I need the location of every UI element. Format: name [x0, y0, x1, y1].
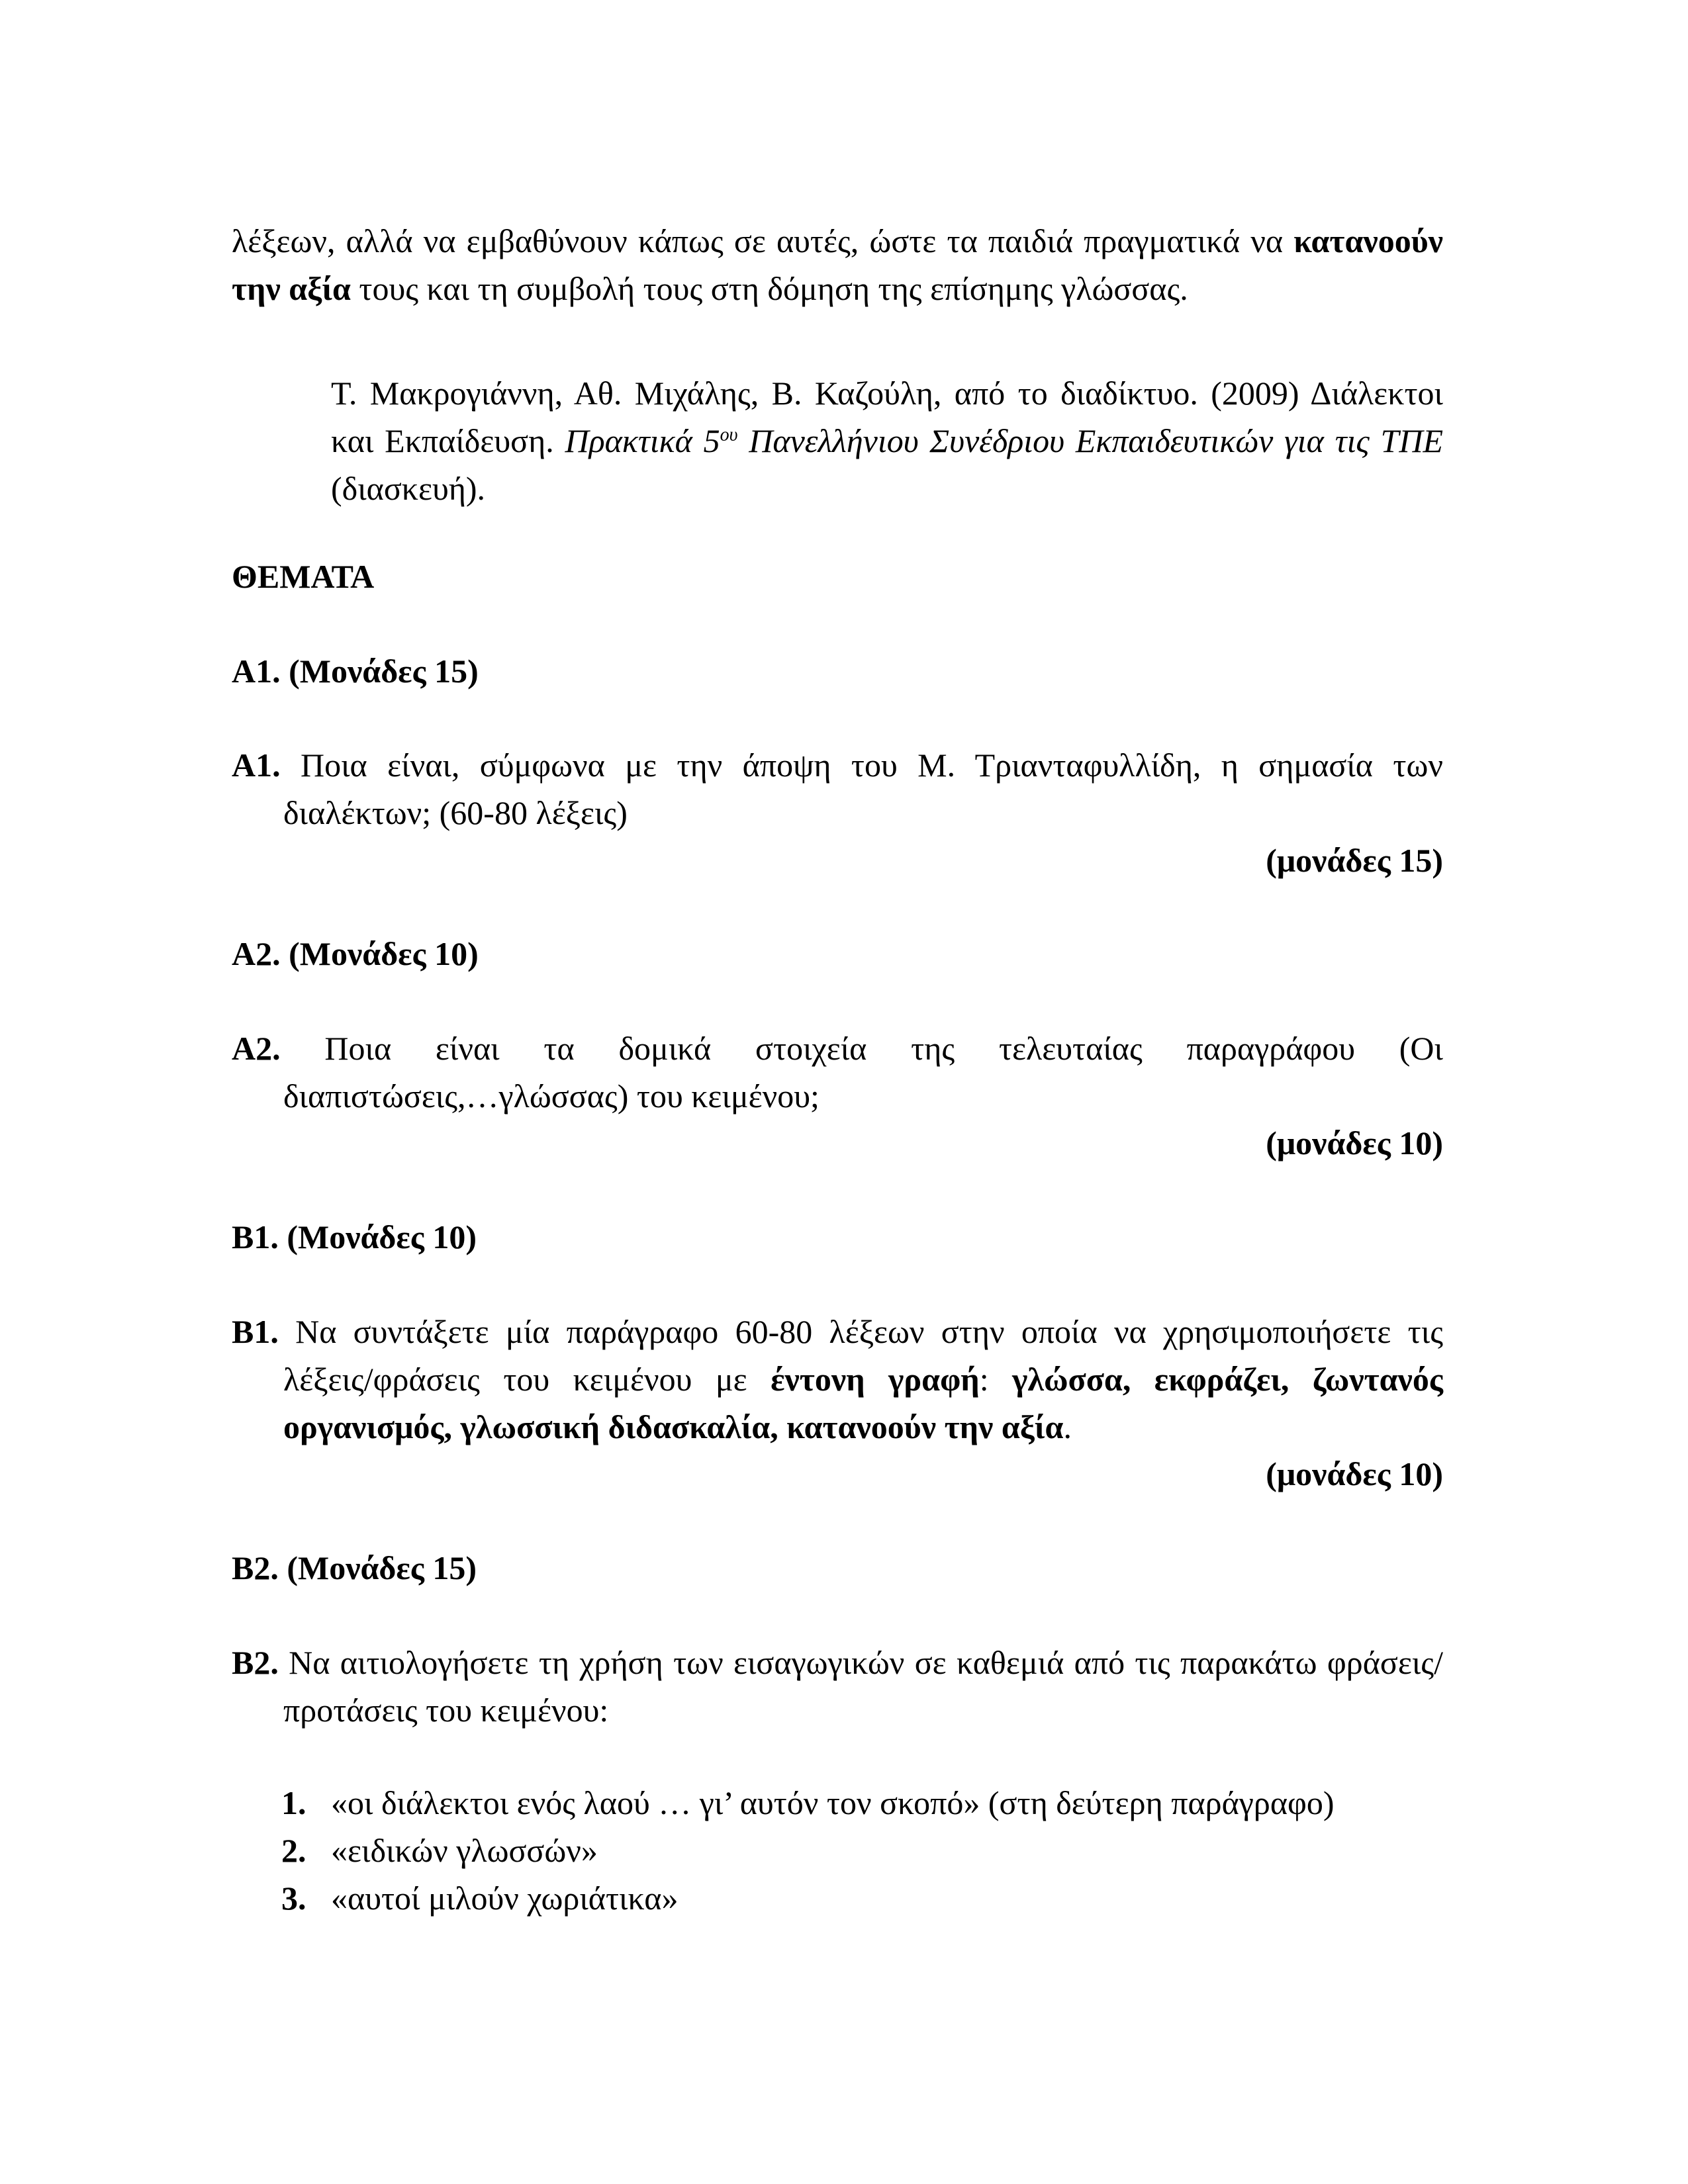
- b1-colon: :: [979, 1361, 1013, 1398]
- b1-heading: Β1. (Μονάδες 10): [232, 1218, 477, 1255]
- b1-bold-phrase: έντονη γραφή: [771, 1361, 980, 1398]
- a2-text-line-1: Ποια είναι τα δομικά στοιχεία της τελευταίας παραγράφου (Οι: [324, 1030, 1443, 1067]
- b1-marks: (μονάδες 10): [1266, 1455, 1443, 1492]
- a1-heading: Α1. (Μονάδες 15): [232, 653, 479, 690]
- citation-title-end: Πανελλήνιου Συνέδριου Εκπαιδευτικών για τις ΤΠΕ: [737, 422, 1443, 459]
- list-item: [281, 1827, 1335, 1874]
- b1-label: Β1.: [232, 1313, 279, 1350]
- b1-question: [232, 1308, 1443, 1451]
- intro-text-end: τους και τη συμβολή τους στη δόμηση της επίσημης γλώσσας.: [350, 270, 1188, 307]
- citation-superscript: ου: [720, 424, 738, 445]
- intro-bold-text: κατανοούν την αξία: [232, 222, 1443, 307]
- list-item-number: 2.: [281, 1832, 306, 1869]
- b1-bold-words: γλώσσα, εκφράζει, ζωντανός οργανισμός, γλωσσική διδασκαλία, κατανοούν την αξία: [283, 1361, 1443, 1445]
- b2-text: Να αιτιολογήσετε τη χρήση των εισαγωγικών σε καθεμιά από τις παρακάτω φράσεις/προτάσεις του κειμένου:: [283, 1644, 1443, 1729]
- b2-label: Β2.: [232, 1644, 279, 1681]
- list-item: [281, 1779, 1335, 1827]
- a2-text-line-2: διαπιστώσεις,…γλώσσας) του κειμένου;: [283, 1077, 820, 1115]
- list-item: [281, 1874, 1335, 1922]
- b2-phrase-list: [281, 1779, 1335, 1922]
- citation-authors: Τ. Μακρογιάννη, Αθ. Μιχάλης, Β. Καζούλη, από το διαδίκτυο. (2009) Διάλεκτοι και Εκπαίδευση.: [331, 375, 1443, 459]
- a2-marks: (μονάδες 10): [1266, 1124, 1443, 1161]
- document-page: [232, 0, 1443, 2184]
- a2-label: Α2.: [232, 1030, 281, 1067]
- a2-heading: Α2. (Μονάδες 10): [232, 935, 479, 972]
- list-item-text: «αυτοί μιλούν χωριάτικα»: [331, 1880, 679, 1917]
- citation-title-start: Πρακτικά 5: [565, 422, 720, 459]
- b2-question: [232, 1639, 1443, 1734]
- a1-question: [232, 741, 1443, 837]
- a1-text: Ποια είναι, σύμφωνα με την άποψη του Μ. Τριανταφυλλίδη, η σημασία των διαλέκτων; (60-80 λέξεις): [283, 747, 1444, 831]
- section-title: ΘΕΜΑΤΑ: [232, 558, 375, 595]
- citation: [331, 369, 1443, 512]
- list-item-text: «οι διάλεκτοι ενός λαού … γι’ αυτόν τον σκοπό» (στη δεύτερη παράγραφο): [331, 1784, 1335, 1821]
- b1-period: .: [1063, 1408, 1072, 1445]
- intro-text: λέξεων, αλλά να εμβαθύνουν κάπως σε αυτές, ώστε τα παιδιά πραγματικά να: [232, 222, 1294, 259]
- b1-text: Να συντάξετε μία παράγραφο 60-80 λέξεων στην οποία να χρησιμοποιήσετε τις λέξεις/φράσεις του κειμένου με: [283, 1313, 1444, 1398]
- a2-question-line-2: [232, 1072, 1443, 1120]
- intro-paragraph: [232, 217, 1443, 312]
- citation-tail: (διασκευή).: [331, 470, 486, 507]
- a1-label: Α1.: [232, 747, 281, 784]
- list-item-number: 1.: [281, 1784, 306, 1821]
- a1-marks: (μονάδες 15): [1266, 842, 1443, 879]
- a2-question-line-1: [232, 1024, 1443, 1072]
- list-item-text: «ειδικών γλωσσών»: [331, 1832, 598, 1869]
- list-item-number: 3.: [281, 1880, 306, 1917]
- b2-heading: Β2. (Μονάδες 15): [232, 1549, 477, 1586]
